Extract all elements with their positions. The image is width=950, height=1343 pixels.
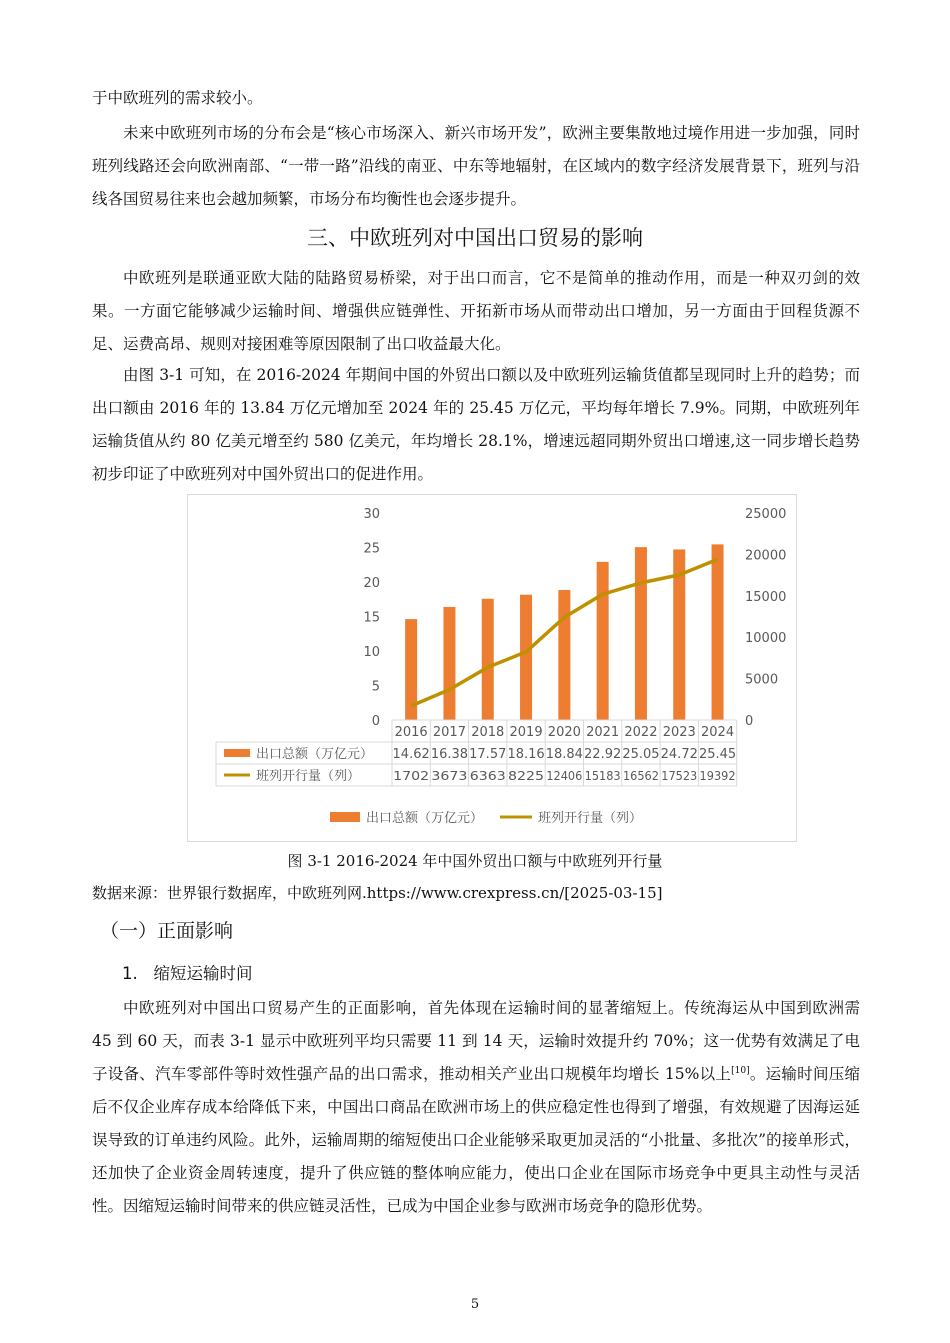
table-cell-export: 22.92	[584, 747, 622, 762]
table-cell-train: 12406	[546, 769, 583, 783]
y-right-tick-label: 10000	[745, 631, 787, 647]
table-cell-export: 17.57	[469, 747, 507, 762]
x-category-label: 2016	[394, 725, 428, 740]
table-cell-train: 8225	[508, 769, 545, 783]
table-cell-train: 3673	[431, 769, 468, 783]
x-category-label: 2023	[662, 725, 696, 740]
citation-ref: [10]	[731, 1065, 750, 1076]
bar-export-2019	[520, 595, 532, 720]
paragraph-text-part-2: 。运输时间压缩后不仅企业库存成本给降低下来，中国出口商品在欧洲市场上的供应稳定性也得到了增强，有效规避了因海运延误导致的订单违约风险。此外，运输周期的缩短使出口企业能够采取更加灵活的“小批量、多批次”的接单形式，还加快了企业资金周转速度，提升了供应链的整体响应能力，使出口企业在国际市场竞争中更具主动性与灵活性。因缩短运输时间带来的供应链灵活性，已成为中国企业参与欧洲市场竞争的隐形优势。	[92, 1065, 860, 1215]
table-cell-export: 25.05	[622, 747, 660, 762]
table-cell-train: 6363	[469, 769, 506, 783]
subsubsection-heading: 1. 缩短运输时间	[122, 964, 253, 983]
legend-label-export: 出口总额（万亿元）	[366, 811, 484, 826]
table-cell-export: 24.72	[660, 747, 698, 762]
table-row-header-train: 班列开行量（列）	[256, 769, 361, 784]
table-row-header-export: 出口总额（万亿元）	[256, 747, 374, 762]
table-legend-bar-swatch	[224, 749, 250, 757]
combo-chart	[187, 494, 797, 842]
table-cell-export: 16.38	[430, 747, 469, 762]
paragraph-text-part-1: 中欧班列对中国出口贸易产生的正面影响，首先体现在运输时间的显著缩短上。传统海运从中国到欧洲需 45 到 60 天，而表 3-1 显示中欧班列平均只需要 11 到 14 天，运输时效提升约 70%；这一优势有效满足了电子设备、汽车零部件等时效性强产品的出口需求，推动相关产业出口规模年均增长 15%以上	[92, 999, 860, 1083]
x-category-label: 2017	[432, 725, 466, 740]
table-cell-train: 19392	[699, 769, 736, 783]
figure-source: 数据来源：世界银行数据库，中欧班列网.https://www.crexpress.cn/[2025-03-15]	[92, 884, 663, 902]
x-category-label: 2021	[586, 725, 620, 740]
y-left-tick-label: 20	[363, 576, 380, 591]
y-left-tick-label: 30	[363, 507, 380, 522]
bar-export-2024	[712, 544, 724, 720]
figure-caption: 图 3-1 2016-2024 年中国外贸出口额与中欧班列开行量	[287, 852, 663, 870]
table-cell-export: 14.62	[392, 747, 430, 762]
y-right-tick-label: 5000	[745, 672, 779, 688]
table-cell-export: 25.45	[698, 747, 737, 762]
bar-export-2022	[635, 547, 647, 720]
y-right-tick-label: 0	[745, 714, 754, 729]
legend-label-train: 班列开行量（列）	[538, 811, 643, 826]
y-right-tick-label: 15000	[745, 589, 787, 605]
bar-export-2017	[443, 607, 455, 720]
bar-export-2021	[597, 562, 609, 720]
section-heading: 三、中欧班列对中国出口贸易的影响	[307, 226, 643, 250]
x-category-label: 2024	[701, 725, 735, 740]
subsection-heading: （一）正面影响	[100, 920, 234, 942]
y-left-tick-label: 10	[363, 645, 380, 660]
x-category-label: 2020	[547, 725, 581, 740]
paragraph-figure-analysis: 由图 3-1 可知，在 2016-2024 年期间中国的外贸出口额以及中欧班列运输货值都呈现同时上升的趋势；而出口额由 2016 年的 13.84 万亿元增加至 2024 年的 25.45 万亿元，平均每年增长 7.9%。同期，中欧班列年运输货值从约 80 亿美元增至约 580 亿美元，年均增长 28.1%，增速远超同期外贸出口增速,这一同步增长趋势初步印证了中欧班列对中国外贸出口的促进作用。	[92, 366, 860, 483]
y-right-tick-label: 20000	[745, 548, 787, 564]
paragraph-transport-time	[92, 992, 860, 1223]
x-category-label: 2018	[471, 725, 505, 740]
table-cell-train: 16562	[622, 769, 659, 783]
y-left-tick-label: 5	[371, 679, 380, 695]
table-cell-train: 17523	[661, 769, 698, 783]
page-number: 5	[470, 1297, 480, 1312]
paragraph-double-edged: 中欧班列是联通亚欧大陆的陆路贸易桥梁，对于出口而言，它不是简单的推动作用，而是一种双刃剑的效果。一方面它能够减少运输时间、增强供应链弹性、开拓新市场从而带动出口增加，另一方面由于回程货源不足、运费高昂、规则对接困难等原因限制了出口收益最大化。	[92, 269, 860, 353]
x-category-label: 2019	[509, 725, 543, 740]
y-left-tick-label: 25	[363, 541, 380, 557]
y-left-tick-label: 0	[371, 714, 380, 729]
table-cell-train: 15183	[584, 769, 621, 783]
x-category-label: 2022	[624, 725, 658, 740]
paragraph-market-distribution: 未来中欧班列市场的分布会是“核心市场深入、新兴市场开发”，欧洲主要集散地过境作用进一步加强，同时班列线路还会向欧洲南部、“一带一路”沿线的南亚、中东等地辐射，在区域内的数字经济发展背景下，班列与沿线各国贸易往来也会越加频繁，市场分布均衡性也会逐步提升。	[92, 124, 860, 208]
y-right-tick-label: 25000	[745, 507, 787, 522]
bar-export-2020	[558, 590, 570, 720]
chart-svg	[188, 495, 796, 841]
legend-bar-swatch	[330, 812, 360, 822]
table-cell-export: 18.84	[545, 747, 583, 762]
y-left-tick-label: 15	[363, 610, 380, 626]
table-cell-export: 18.16	[507, 747, 545, 762]
table-cell-train: 1702	[393, 769, 430, 783]
paragraph-continuation: 于中欧班列的需求较小。	[92, 89, 263, 107]
bar-export-2018	[482, 599, 494, 720]
